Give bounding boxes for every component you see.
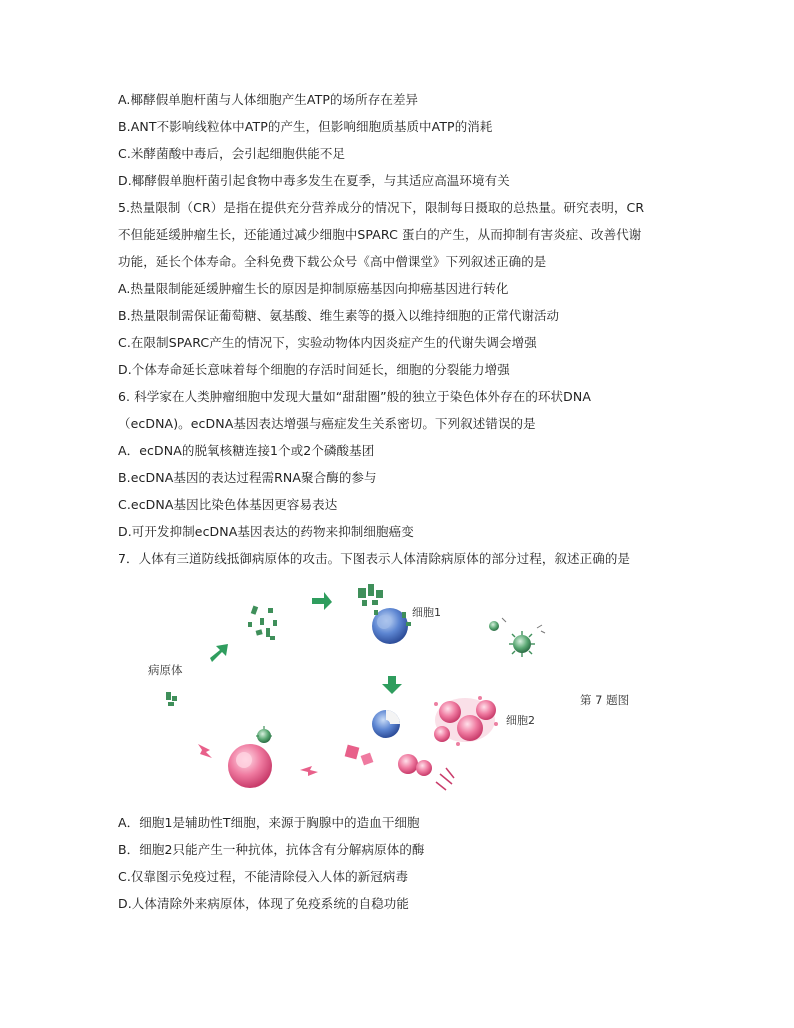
q7-option-c: C.仅靠图示免疫过程，不能清除侵入人体的新冠病毒 <box>118 869 409 884</box>
q6-option-a: A．ecDNA的脱氧核糖连接1个或2个磷酸基团 <box>118 443 375 458</box>
pathogen-small-icon <box>489 618 545 657</box>
q5-stem-line-1: 5.热量限制（CR）是指在提供充分营养成分的情况下，限制每日摄取的总热量。研究表明，CR <box>118 200 645 215</box>
q6-option-b: B.ecDNA基因的表达过程需RNA聚合酶的参与 <box>118 470 377 485</box>
cell2-label: 细胞2 <box>506 714 535 727</box>
q4-option-a: A.椰酵假单胞杆菌与人体细胞产生ATP的场所存在差异 <box>118 92 419 107</box>
plasma-cell-icon <box>228 726 272 788</box>
q5-stem-line-2: 不但能延缓肿瘤生长，还能通过减少细胞中SPARC 蛋白的产生，从而抑制有害炎症、改善代谢 <box>118 227 642 242</box>
pathogen-fragments-icon <box>248 606 277 640</box>
arrow-down-icon <box>382 676 402 694</box>
q5-stem-line-3: 功能，延长个体寿命。全科免费下载公众号《高中僧课堂》下列叙述正确的是 <box>118 254 547 269</box>
q4-option-b: B.ANT不影响线粒体中ATP的产生，但影响细胞质基质中ATP的消耗 <box>118 119 493 134</box>
pathogen-label: 病原体 <box>148 663 183 677</box>
antibody-cells-icon <box>345 745 454 790</box>
q6-stem-line-2: （ecDNA)。ecDNA基因表达增强与癌症发生关系密切。下列叙述错误的是 <box>118 416 536 431</box>
q7-option-b: B．细胞2只能产生一种抗体，抗体含有分解病原体的酶 <box>118 842 425 857</box>
arrow-up-right-icon <box>210 644 228 662</box>
cell1-icon <box>372 608 411 644</box>
antigen-cluster-icon <box>358 584 383 606</box>
q7-stem: 7．人体有三道防线抵御病原体的攻击。下图表示人体清除病原体的部分过程，叙述正确的是 <box>118 551 631 566</box>
arrow-right-icon <box>312 592 332 610</box>
q5-option-c: C.在限制SPARC产生的情况下，实验动物体内因炎症产生的代谢失调会增强 <box>118 335 537 350</box>
q4-option-d: D.椰酵假单胞杆菌引起食物中毒多发生在夏季，与其适应高温环境有关 <box>118 173 510 188</box>
arrow-pink-right-icon <box>198 744 212 758</box>
q5-option-a: A.热量限制能延缓肿瘤生长的原因是抑制原癌基因向抑癌基因进行转化 <box>118 281 509 296</box>
q6-option-d: D.可开发抑制ecDNA基因表达的药物来抑制细胞癌变 <box>118 524 414 539</box>
immune-process-diagram <box>140 578 660 804</box>
q5-option-d: D.个体寿命延长意味着每个细胞的存活时间延长，细胞的分裂能力增强 <box>118 362 510 377</box>
q4-option-c: C.米酵菌酸中毒后，会引起细胞供能不足 <box>118 146 346 161</box>
q7-figure <box>140 578 660 804</box>
q7-option-d: D.人体清除外来病原体，体现了免疫系统的自稳功能 <box>118 896 409 911</box>
pathogen-icon <box>166 692 177 706</box>
cell2-cluster-icon <box>434 696 498 746</box>
q6-option-c: C.ecDNA基因比染色体基因更容易表达 <box>118 497 338 512</box>
figure-caption: 第 7 题图 <box>580 693 630 707</box>
cell1-label: 细胞1 <box>412 606 441 619</box>
q7-option-a: A．细胞1是辅助性T细胞，来源于胸腺中的造血干细胞 <box>118 815 420 830</box>
q5-option-b: B.热量限制需保证葡萄糖、氨基酸、维生素等的摄入以维持细胞的正常代谢活动 <box>118 308 560 323</box>
arrow-pink-right-icon-2 <box>300 766 318 776</box>
activated-b-cell-icon <box>372 710 400 738</box>
q6-stem-line-1: 6. 科学家在人类肿瘤细胞中发现大量如“甜甜圈”般的独立于染色体外存在的环状DNA <box>118 389 591 404</box>
